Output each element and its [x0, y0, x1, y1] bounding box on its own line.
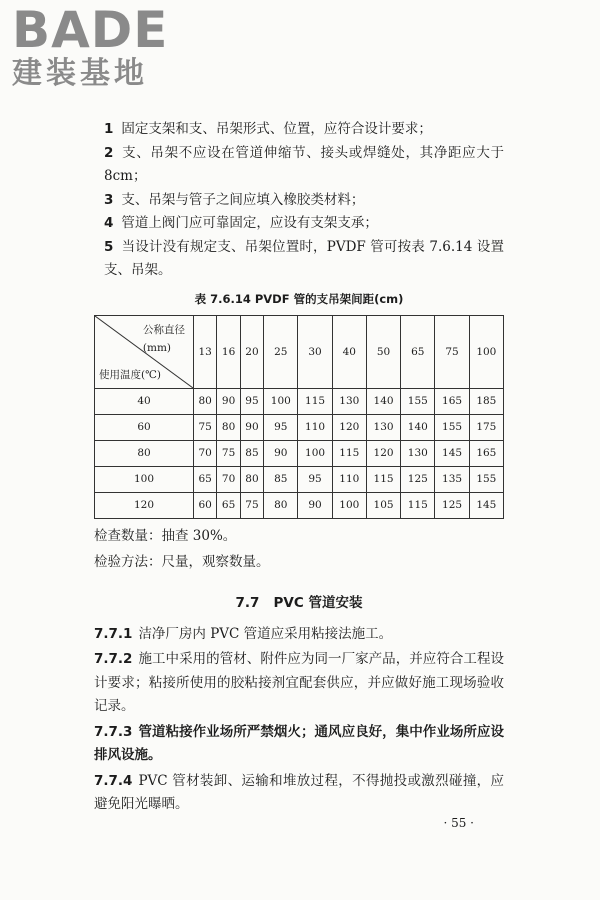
table-cell: 80	[240, 466, 263, 492]
table-cell: 65	[217, 492, 240, 518]
requirement-list	[94, 118, 504, 283]
table-row	[95, 492, 504, 518]
table-cell: 155	[401, 388, 435, 414]
list-item-number: 2	[104, 144, 114, 161]
table-row	[95, 414, 504, 440]
list-item	[94, 142, 504, 189]
list-item-text: 当设计没有规定支、吊架位置时，PVDF 管可按表 7.6.14 设置支、吊架。	[104, 238, 504, 278]
list-item-number: 1	[104, 121, 114, 137]
clause-number: 7.7.4	[94, 772, 133, 789]
page-content	[94, 118, 504, 819]
check-quantity: 检查数量：抽查 30%。	[94, 527, 237, 544]
clause	[94, 623, 504, 647]
table-row	[95, 388, 504, 414]
brand-logo	[12, 1, 182, 92]
table-cell: 115	[332, 440, 366, 466]
table-cell: 145	[469, 492, 503, 518]
table-cell: 90	[217, 388, 240, 414]
clause-number: 7.7.2	[94, 651, 133, 667]
clause-text: 管道粘接作业场所严禁烟火；通风应良好，集中作业场所应设排风设施。	[94, 723, 504, 763]
temperature-cell: 80	[95, 440, 194, 466]
table-cell: 110	[332, 466, 366, 492]
table-cell: 130	[401, 440, 435, 466]
temperature-cell: 60	[95, 414, 194, 440]
table-cell: 95	[240, 388, 263, 414]
diameter-header: 75	[435, 315, 469, 388]
table-cell: 165	[469, 440, 503, 466]
table-cell: 130	[332, 388, 366, 414]
table-cell: 115	[401, 492, 435, 518]
diameter-header: 16	[217, 315, 240, 388]
list-item	[94, 118, 504, 142]
table-cell: 155	[435, 414, 469, 440]
table-cell: 80	[264, 492, 298, 518]
table-cell: 65	[194, 466, 217, 492]
table-cell: 100	[332, 492, 366, 518]
clause-text: 施工中采用的管材、附件应为同一厂家产品，并应符合工程设计要求；粘接所使用的胶粘接剂宜配套供应，并应做好施工现场验收记录。	[94, 651, 504, 714]
table-cell: 95	[298, 466, 332, 492]
clause-number: 7.7.1	[94, 625, 133, 642]
list-item-text: 固定支架和支、吊架形式、位置，应符合设计要求；	[121, 121, 432, 137]
table-cell: 90	[264, 440, 298, 466]
table-cell: 100	[298, 440, 332, 466]
table-cell: 95	[264, 414, 298, 440]
list-item-text: 支、吊架不应设在管道伸缩节、接头或焊缝处，其净距应大于 8cm；	[104, 144, 504, 184]
temperature-cell: 120	[95, 492, 194, 518]
table-cell: 130	[366, 414, 400, 440]
list-item	[94, 189, 504, 213]
diameter-header: 50	[366, 315, 400, 388]
diameter-header: 25	[264, 315, 298, 388]
table-cell: 75	[240, 492, 263, 518]
table-cell: 175	[469, 414, 503, 440]
table-cell: 60	[194, 492, 217, 518]
diameter-header: 65	[401, 315, 435, 388]
table-cell: 105	[366, 492, 400, 518]
table-cell: 155	[469, 466, 503, 492]
clause	[94, 648, 504, 719]
table-cell: 115	[366, 466, 400, 492]
table-cell: 125	[435, 492, 469, 518]
diameter-header: 40	[332, 315, 366, 388]
table-cell: 85	[240, 440, 263, 466]
table-header-row	[95, 315, 504, 388]
diameter-header: 13	[194, 315, 217, 388]
table-diagonal-header	[95, 315, 194, 388]
temperature-cell: 40	[95, 388, 194, 414]
list-item-text: 管道上阀门应可靠固定，应设有支架支承；	[121, 215, 378, 231]
table-cell: 140	[366, 388, 400, 414]
header-unit-label: (mm)	[142, 341, 171, 354]
check-method: 检验方法：尺量，观察数量。	[94, 553, 270, 570]
clause-text: 洁净厂房内 PVC 管道应采用粘接法施工。	[138, 625, 393, 642]
header-temperature-label: 使用温度(℃)	[99, 368, 161, 381]
section-heading	[94, 591, 504, 611]
table-cell: 145	[435, 440, 469, 466]
table-cell: 90	[240, 414, 263, 440]
table-cell: 135	[435, 466, 469, 492]
table-cell: 70	[194, 440, 217, 466]
list-item	[94, 212, 504, 236]
table-cell: 120	[332, 414, 366, 440]
logo-brand-text: BADE	[12, 1, 169, 59]
list-item	[94, 236, 504, 283]
table-cell: 140	[401, 414, 435, 440]
section-title: PVC 管道安装	[273, 594, 363, 611]
table-cell: 110	[298, 414, 332, 440]
support-spacing-table	[94, 315, 504, 519]
clause-text: PVC 管材装卸、运输和堆放过程，不得抛投或激烈碰撞，应避免阳光曝晒。	[94, 772, 504, 812]
table-cell: 70	[217, 466, 240, 492]
header-diameter-label: 公称直径	[143, 323, 185, 336]
table-cell: 85	[264, 466, 298, 492]
diameter-header: 20	[240, 315, 263, 388]
table-cell: 115	[298, 388, 332, 414]
clause	[94, 770, 504, 817]
clause	[94, 721, 504, 768]
section-number: 7.7	[235, 594, 260, 611]
list-item-number: 4	[104, 215, 114, 231]
table-cell: 120	[366, 440, 400, 466]
clause-number: 7.7.3	[94, 723, 133, 740]
diameter-header: 100	[469, 315, 503, 388]
table-cell: 75	[194, 414, 217, 440]
table-cell: 75	[217, 440, 240, 466]
list-item-number: 3	[104, 191, 114, 208]
table-cell: 185	[469, 388, 503, 414]
temperature-cell: 100	[95, 466, 194, 492]
table-cell: 80	[217, 414, 240, 440]
table-cell: 90	[298, 492, 332, 518]
table-row	[95, 466, 504, 492]
table-cell: 80	[194, 388, 217, 414]
diameter-header: 30	[298, 315, 332, 388]
list-item-number: 5	[104, 238, 114, 255]
logo-subtitle: 建装基地	[12, 56, 148, 91]
table-caption: 表 7.6.14 PVDF 管的支吊架间距(cm)	[194, 291, 404, 306]
table-cell: 165	[435, 388, 469, 414]
table-cell: 100	[264, 388, 298, 414]
page-number: · 55 ·	[443, 816, 474, 830]
table-cell: 125	[401, 466, 435, 492]
table-row	[95, 440, 504, 466]
list-item-text: 支、吊架与管子之间应填入橡胶类材料；	[121, 191, 365, 208]
